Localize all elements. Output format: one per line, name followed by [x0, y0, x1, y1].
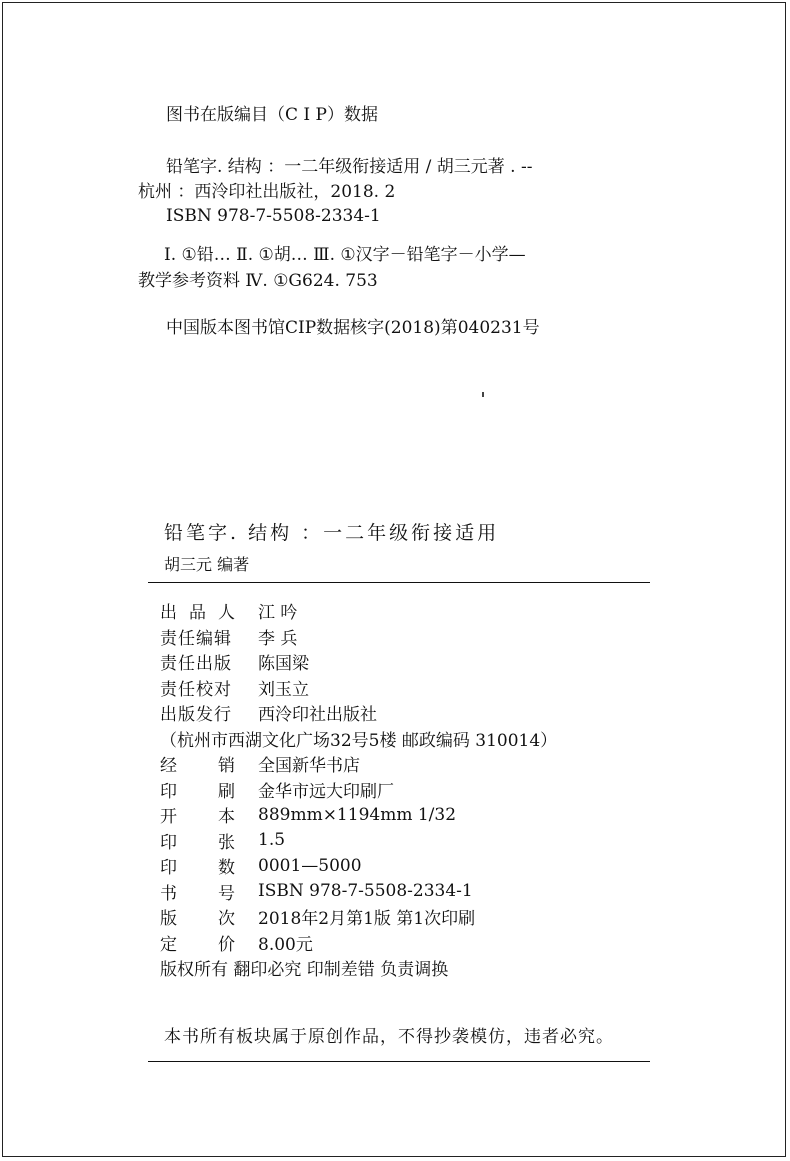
printer-value: 金华市远大印刷厂 [258, 781, 394, 802]
book-title: 铅笔字. 结构 ：一二年级衔接适用 [164, 522, 500, 544]
edition-value: 2018年2月第1版 第1次印刷 [258, 909, 476, 930]
proofreader-value: 刘玉立 [258, 679, 309, 700]
editor-value: 李 兵 [258, 628, 298, 649]
stray-mark [482, 392, 484, 397]
imprint-row-publisher-person [160, 598, 557, 624]
imprint-block [160, 598, 557, 981]
publisher-person-value: 江 吟 [258, 603, 298, 624]
imprint-row-distribution [160, 700, 557, 726]
imprint-row-print-run [160, 853, 557, 879]
publisher-address: （杭州市西湖文化广场32号5楼 邮政编码 310014） [160, 730, 558, 751]
production-label: 责任出版 [160, 654, 232, 675]
imprint-row-address [160, 726, 557, 752]
cip-title-line: 铅笔字. 结构 ：一二年级衔接适用 / 胡三元著 . -- [166, 157, 533, 177]
imprint-row-editor [160, 624, 557, 650]
imprint-row-printer [160, 777, 557, 803]
imprint-row-price [160, 930, 557, 956]
bottom-divider [148, 1061, 650, 1062]
imprint-row-proofreader [160, 675, 557, 701]
imprint-row-isbn [160, 879, 557, 905]
distribution-label: 出版发行 [160, 705, 232, 726]
rights-statement: 版权所有 翻印必究 印制差错 负责调换 [160, 960, 449, 981]
production-value: 陈国梁 [258, 654, 309, 675]
imprint-row-sheets [160, 828, 557, 854]
cip-isbn-line: ISBN 978-7-5508-2334-1 [166, 206, 381, 226]
cip-publisher-line: 杭州 ：西泠印社出版社，2018. 2 [138, 182, 396, 202]
sheets-value: 1.5 [258, 830, 286, 851]
isbn-value: ISBN 978-7-5508-2334-1 [258, 881, 473, 902]
retail-label: 经销 [160, 756, 236, 777]
cip-classification-line: Ⅰ. ①铅… Ⅱ. ①胡… Ⅲ. ①汉字－铅笔字－小学— [164, 245, 526, 265]
price-value: 8.00元 [258, 934, 313, 955]
book-author: 胡三元 编著 [164, 555, 250, 574]
print-run-label: 印数 [160, 858, 236, 879]
format-label: 开本 [160, 807, 236, 828]
sheets-label: 印张 [160, 832, 236, 853]
retail-value: 全国新华书店 [258, 756, 360, 777]
price-label: 定价 [160, 934, 236, 955]
format-value: 889mm×1194mm 1/32 [258, 804, 457, 825]
editor-label: 责任编辑 [160, 628, 232, 649]
imprint-row-edition [160, 904, 557, 930]
printer-label: 印刷 [160, 781, 236, 802]
imprint-row-retail [160, 751, 557, 777]
imprint-row-rights [160, 955, 557, 981]
proofreader-label: 责任校对 [160, 679, 232, 700]
cip-record-number: 中国版本图书馆CIP数据核字(2018)第040231号 [166, 318, 540, 338]
cip-heading: 图书在版编目（C I P）数据 [166, 105, 378, 125]
publisher-person-label: 出品人 [160, 603, 236, 624]
isbn-label: 书号 [160, 883, 236, 904]
imprint-row-production [160, 649, 557, 675]
top-divider [148, 582, 650, 583]
print-run-value: 0001—5000 [258, 855, 362, 876]
distribution-value: 西泠印社出版社 [258, 705, 377, 726]
copyright-notice: 本书所有板块属于原创作品，不得抄袭模仿，违者必究。 [164, 1027, 614, 1047]
imprint-row-format [160, 802, 557, 828]
edition-label: 版次 [160, 909, 236, 930]
cip-classification-line-2: 教学参考资料 Ⅳ. ①G624. 753 [138, 271, 378, 291]
